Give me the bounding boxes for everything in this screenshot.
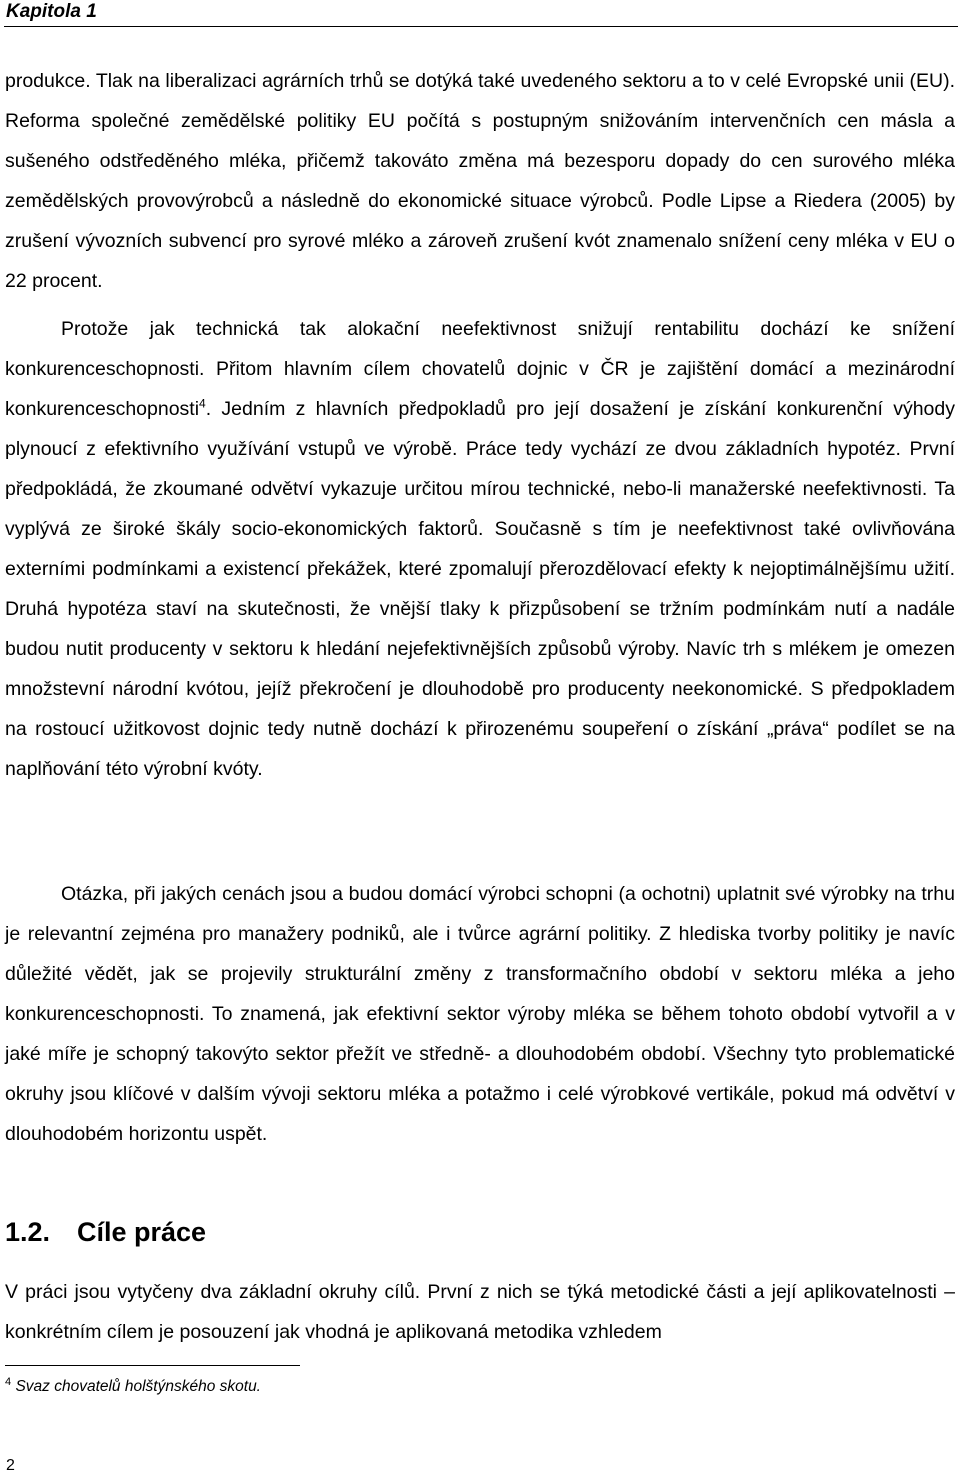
paragraph-2-text bbox=[5, 309, 955, 789]
paragraph-2-text-after-ref: . Jedním z hlavních předpokladů pro její dosažení je získání konkurenční výhody plynoucí z efektivního využívání vstupů ve výrobě. Práce tedy vychází ze dvou základních hypotéz. První předpokládá, že zkoumané odvětví vykazuje určitou mírou technické, nebo-li manažerské neefektivnosti. Ta vyplývá ze široké škály socio-ekonomických faktorů. Současně s tím je neefektivnost také ovlivňována externími podmínkami a existencí překážek, které zpomalují přerozdělovací efekty k nejoptimálnějšímu užití. Druhá hypotéza staví na skutečnosti, že vnější tlaky k přizpůsobení se tržním podmínkám nutí a nadále budou nutit producenty v sektoru k hledání nejefektivnějších způsobů výroby. Navíc trh s mlékem je omezen množstevní národní kvótou, jejíž překročení je dlouhodobě pro producenty neekonomické. S předpokladem na rostoucí užitkovost dojnic tedy nutně dochází k přirozenému soupeření o získání „práva“ podílet se na naplňování této výrobní kvóty. bbox=[5, 398, 955, 780]
paragraph-4-text: V práci jsou vytyčeny dva základní okruhy cílů. První z nich se týká metodické části a její aplikovatelnosti – konkrétním cílem je posouzení jak vhodná je aplikovaná metodika vzhledem bbox=[5, 1281, 955, 1343]
footnote bbox=[5, 1376, 261, 1398]
header-rule bbox=[4, 26, 958, 27]
paragraph-3 bbox=[5, 874, 955, 1154]
footnote-separator bbox=[5, 1365, 300, 1366]
running-header: Kapitola 1 bbox=[6, 1, 97, 22]
section-heading bbox=[5, 1212, 206, 1252]
paragraph-1-text: produkce. Tlak na liberalizaci agrárních trhů se dotýká také uvedeného sektoru a to v celé Evropské unii (EU). Reforma společné zemědělské politiky EU počítá s postupným snižováním intervenčních cen másla a sušeného odstředěného mléka, přičemž takováto změna má bezesporu dopady do cen surového mléka zemědělských provovýrobců a následně do ekonomické situace výrobců. Podle Lipse a Riedera (2005) by zrušení vývozních subvencí pro syrové mléko a zároveň zrušení kvót znamenalo snížení ceny mléka v EU o 22 procent. bbox=[5, 70, 955, 292]
page-number: 2 bbox=[6, 1457, 15, 1474]
paragraph-2 bbox=[5, 309, 955, 789]
footnote-text: Svaz chovatelů holštýnského skotu. bbox=[15, 1378, 261, 1395]
paragraph-4 bbox=[5, 1272, 955, 1352]
footnote-reference[interactable]: 4 bbox=[199, 396, 206, 411]
paragraph-1 bbox=[5, 61, 955, 301]
footnote-marker: 4 bbox=[5, 1375, 12, 1388]
paragraph-3-text: Otázka, při jakých cenách jsou a budou domácí výrobci schopni (a ochotni) uplatnit své výrobky na trhu je relevantní zejména pro manažery podniků, ale i tvůrce agrární politiky. Z hlediska tvorby politiky je navíc důležité vědět, jak se projevily strukturální změny z transformačního období v sektoru mléka a jeho konkurenceschopnosti. To znamená, jak efektivní sektor výroby mléka se během tohoto období vytvořil a v jaké míře je schopný takovýto sektor přežít ve středně- a dlouhodobém období. Všechny tyto problematické okruhy jsou klíčové v dalším vývoji sektoru mléka a potažmo i celé výrobkové vertikále, pokud má odvětví v dlouhodobém horizontu uspět. bbox=[5, 883, 955, 1145]
section-title: Cíle práce bbox=[77, 1217, 207, 1247]
paragraph-2-text-before-ref: Protože jak technická tak alokační neefektivnost snižují rentabilitu dochází ke snížení konkurenceschopnosti. Přitom hlavním cílem chovatelů dojnic v ČR je zajištění domácí a mezinárodní konkurenceschopnosti bbox=[5, 318, 955, 420]
section-number: 1.2. bbox=[5, 1217, 51, 1247]
